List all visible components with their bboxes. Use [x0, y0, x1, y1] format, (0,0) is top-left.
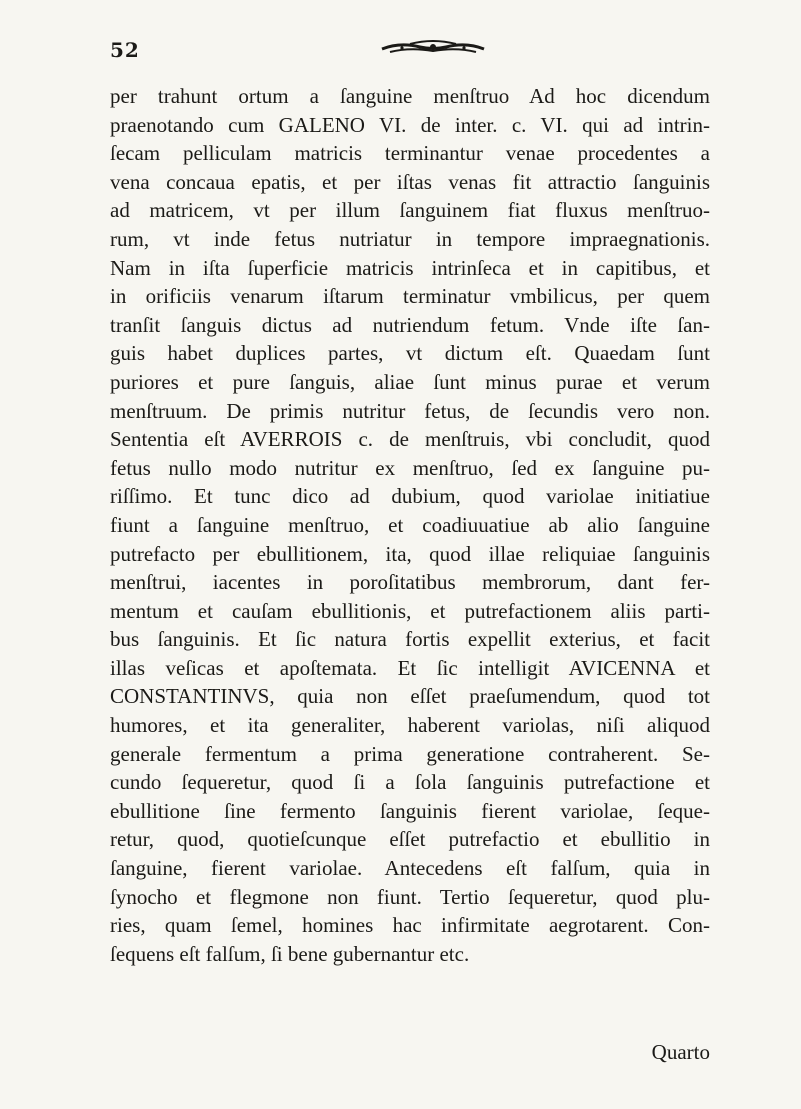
text-line: fiunt a ſanguine menſtruo, et coadiuuatiue ab alio ſanguine — [110, 512, 710, 537]
text-line: per trahunt ortum a ſanguine menſtruo Ad hoc dicendum — [110, 84, 710, 108]
text-line: praenotando cum GALENO VI. de inter. c. VI. qui ad intrin- — [110, 112, 710, 137]
text-line: vena concaua epatis, et per iſtas venas fit attractio ſanguinis — [110, 169, 710, 194]
text-line: in orificiis venarum iſtarum terminatur vmbilicus, per quem — [110, 284, 710, 309]
body-text — [110, 82, 710, 968]
text-line: putrefacto per ebullitionem, ita, quod illae reliquiae ſanguinis — [110, 541, 710, 566]
text-line: menſtrui, iacentes in poroſitatibus membrorum, dant fer- — [110, 570, 710, 595]
text-line: Nam in iſta ſuperficie matricis intrinſeca et in capitibus, et — [110, 255, 710, 280]
text-line: ſynocho et flegmone non fiunt. Tertio ſequeretur, quod plu- — [110, 884, 710, 909]
text-line: retur, quod, quotieſcunque eſſet putrefactio et ebullitio in — [110, 827, 710, 852]
text-line: generale fermentum a prima generatione contraherent. Se- — [110, 741, 710, 766]
printer-ornament-icon — [380, 38, 486, 56]
text-line: illas veſicas et apoſtemata. Et ſic intelligit AVICENNA et — [110, 655, 710, 680]
text-line: puriores et pure ſanguis, aliae ſunt minus purae et verum — [110, 369, 710, 394]
text-line: guis habet duplices partes, vt dictum eſt. Quaedam ſunt — [110, 341, 710, 366]
text-line: tranſit ſanguis dictus ad nutriendum fetum. Vnde iſte ſan- — [110, 312, 710, 337]
text-line: CONSTANTINVS, quia non eſſet praeſumendum, quod tot — [110, 684, 710, 709]
text-line: ſequens eſt falſum, ſi bene gubernantur etc. — [110, 941, 470, 966]
text-line: menſtruum. De primis nutritur fetus, de ſecundis vero non. — [110, 398, 710, 423]
text-line: Sententia eſt AVERROIS c. de menſtruis, vbi concludit, quod — [110, 427, 710, 452]
text-line: mentum et cauſam ebullitionis, et putrefactionem aliis parti- — [110, 598, 710, 623]
text-line: fetus nullo modo nutritur ex menſtruo, ſed ex ſanguine pu- — [110, 455, 710, 480]
text-line: ad matricem, vt per illum ſanguinem fiat fluxus menſtruo- — [110, 198, 710, 223]
page-number: 52 — [110, 38, 140, 62]
text-line: humores, et ita generaliter, haberent variolas, niſi aliquod — [110, 713, 710, 738]
text-line: rum, vt inde fetus nutriatur in tempore impraegnationis. — [110, 226, 710, 251]
text-line: ſecam pelliculam matricis terminantur venae procedentes a — [110, 141, 710, 166]
text-line: ries, quam ſemel, homines hac infirmitate aegrotarent. Con- — [110, 913, 710, 938]
text-line: riſſimo. Et tunc dico ad dubium, quod variolae initiatiue — [110, 484, 710, 509]
text-line: bus ſanguinis. Et ſic natura fortis expellit exterius, et facit — [110, 627, 710, 652]
catchword: Quarto — [651, 1040, 710, 1064]
text-line: ebullitione ſine fermento ſanguinis fierent variolae, ſeque- — [110, 798, 710, 823]
catchword-area — [110, 1040, 710, 1065]
text-line: ſanguine, fierent variolae. Antecedens eſt falſum, quia in — [110, 856, 710, 881]
text-line: cundo ſequeretur, quod ſi a ſola ſanguinis putrefactione et — [110, 770, 710, 795]
page-header — [110, 38, 710, 68]
